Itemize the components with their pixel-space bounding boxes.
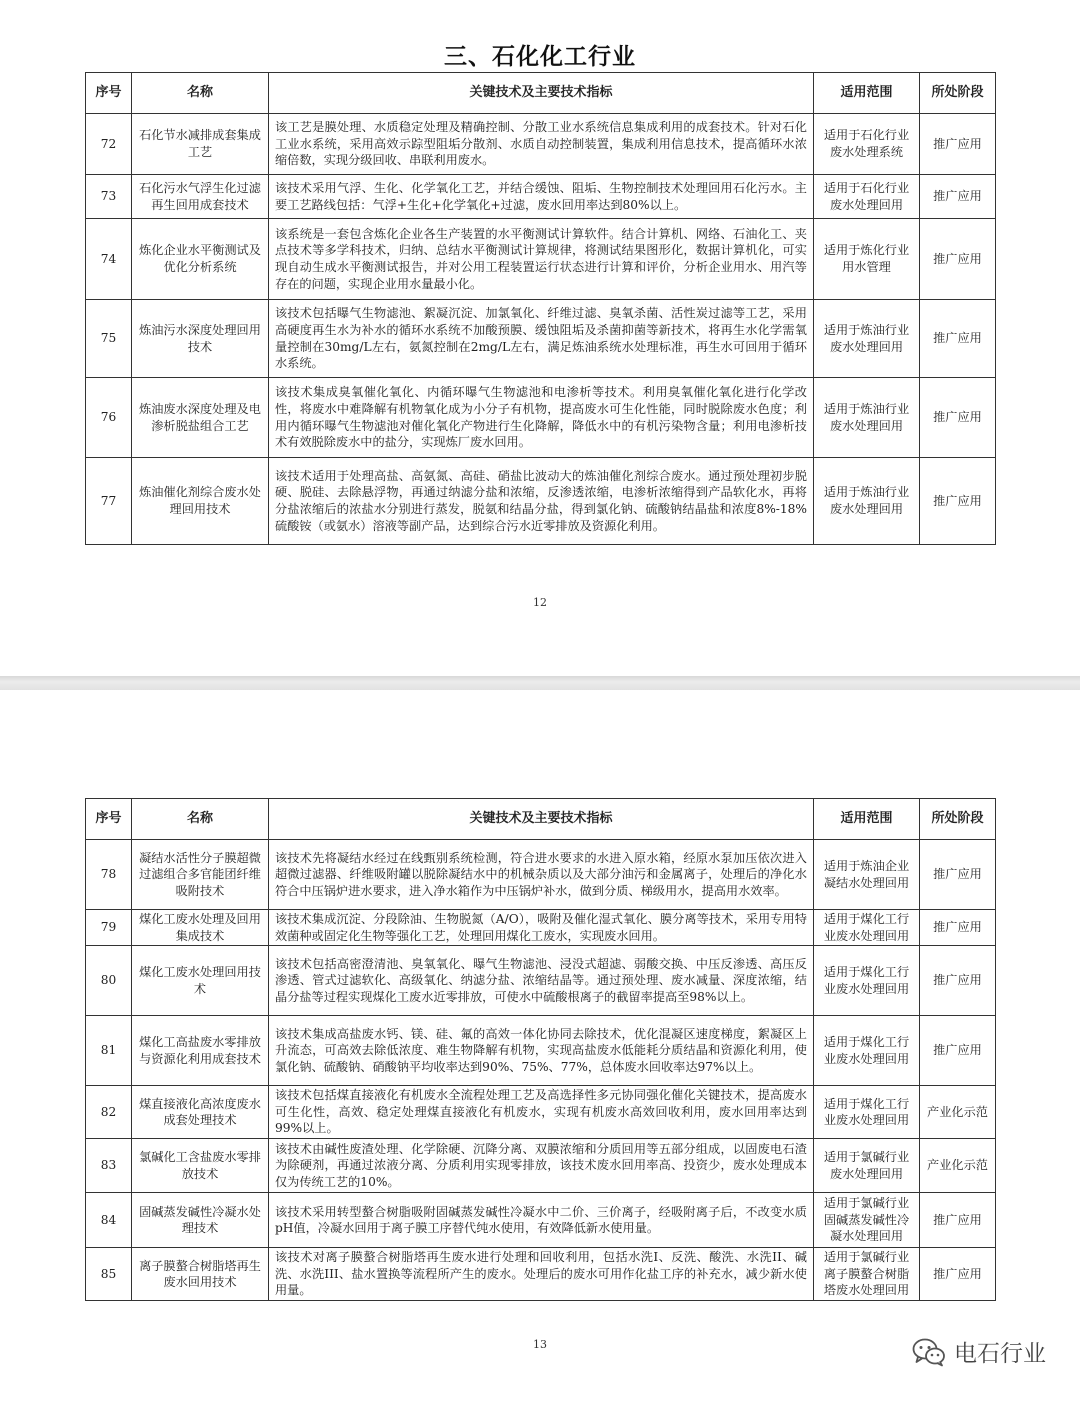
row-name: 炼油污水深度处理回用技术 [132, 300, 269, 378]
row-no: 82 [86, 1086, 132, 1139]
row-desc: 该系统是一套包含炼化企业各生产装置的水平衡测试计算软件。结合计算机、网络、石油化工、夹点技术等多学科技术，归纳、总结水平衡测试计算规律，将测试结果图形化，数据计算机化，可实现自动生成水平衡测试报告，并对公用工程装置运行状态进行计算和评价，分析企业用水、用汽等存在的问题，实现企业用水量最小化。 [269, 219, 814, 300]
row-stage: 推广应用 [920, 175, 996, 219]
table-row [86, 1193, 996, 1248]
page-number: 13 [533, 1338, 547, 1351]
row-stage: 产业化示范 [920, 1086, 996, 1139]
row-name: 石化节水减排成套集成工艺 [132, 114, 269, 175]
row-no: 75 [86, 300, 132, 378]
table-row [86, 219, 996, 300]
row-name: 氯碱化工含盐废水零排放技术 [132, 1139, 269, 1193]
row-stage: 推广应用 [920, 1248, 996, 1301]
row-name: 煤化工废水处理及回用集成技术 [132, 910, 269, 946]
section-title: 三、石化化工行业 [444, 44, 636, 70]
table-row [86, 300, 996, 378]
header-name: 名称 [132, 799, 269, 840]
technology-table [85, 798, 996, 1301]
row-stage: 推广应用 [920, 910, 996, 946]
row-desc: 该技术包括高密澄清池、臭氧氧化、曝气生物滤池、浸没式超滤、弱酸交换、中压反渗透、高压反渗透、管式过滤软化、高级氧化、纳滤分盐、浓缩结晶等。通过预处理、废水减量、深度浓缩，结晶分盐等过程实现煤化工废水近零排放，可使水中硫酸根离子的截留率提高至98%以上。 [269, 946, 814, 1016]
row-no: 83 [86, 1139, 132, 1193]
row-name: 煤直接液化高浓度废水成套处理技术 [132, 1086, 269, 1139]
row-no: 84 [86, 1193, 132, 1248]
row-stage: 推广应用 [920, 114, 996, 175]
table-row [86, 910, 996, 946]
row-no: 74 [86, 219, 132, 300]
row-desc: 该工艺是膜处理、水质稳定处理及精确控制、分散工业水系统信息集成利用的成套技术。针对石化工业水系统，采用高效示踪型阻垢分散剂、水质自动控制装置，集成利用信息技术，提高循环水浓缩倍数，实现分级回收、串联利用废水。 [269, 114, 814, 175]
row-stage: 推广应用 [920, 378, 996, 458]
row-stage: 推广应用 [920, 946, 996, 1016]
row-name: 离子膜螯合树脂塔再生废水回用技术 [132, 1248, 269, 1301]
row-scope: 适用于煤化工行业废水处理回用 [814, 946, 920, 1016]
row-name: 炼油废水深度处理及电渗析脱盐组合工艺 [132, 378, 269, 458]
row-no: 78 [86, 840, 132, 910]
row-desc: 该技术采用气浮、生化、化学氧化工艺，并结合缓蚀、阻垢、生物控制技术处理回用石化污水。主要工艺路线包括：气浮+生化+化学氧化+过滤，废水回用率达到80%以上。 [269, 175, 814, 219]
row-no: 80 [86, 946, 132, 1016]
row-no: 76 [86, 378, 132, 458]
row-scope: 适用于炼油企业凝结水处理回用 [814, 840, 920, 910]
row-stage: 推广应用 [920, 458, 996, 545]
row-desc: 该技术包括煤直接液化有机废水全流程处理工艺及高选择性多元协同强化催化关键技术，提高废水可生化性，高效、稳定处理煤直接液化有机废水，实现有机废水高效回收利用，废水回用率达到99%以上。 [269, 1086, 814, 1139]
row-name: 炼油催化剂综合废水处理回用技术 [132, 458, 269, 545]
document-page-12 [0, 0, 1080, 676]
table-row [86, 458, 996, 545]
row-name: 煤化工高盐废水零排放与资源化利用成套技术 [132, 1016, 269, 1086]
watermark [912, 1335, 1046, 1368]
table-row [86, 1248, 996, 1301]
row-scope: 适用于炼油行业废水处理回用 [814, 300, 920, 378]
row-desc: 该技术集成臭氧催化氧化、内循环曝气生物滤池和电渗析等技术。利用臭氧催化氧化进行化学改性，将废水中难降解有机物氧化成为小分子有机物，提高废水可生化性能，同时脱除废水色度；利用内循环曝气生物滤池对催化氧化产物进行生化降解，降低水中的有机污染物含量；利用电渗析技术有效脱除废水中的盐分，实现炼厂废水回用。 [269, 378, 814, 458]
row-stage: 推广应用 [920, 1193, 996, 1248]
table-row [86, 946, 996, 1016]
header-stage: 所处阶段 [920, 799, 996, 840]
row-no: 77 [86, 458, 132, 545]
row-scope: 适用于炼化行业用水管理 [814, 219, 920, 300]
table-row [86, 378, 996, 458]
table-row [86, 114, 996, 175]
row-scope: 适用于煤化工行业废水处理回用 [814, 1016, 920, 1086]
row-name: 石化污水气浮生化过滤再生回用成套技术 [132, 175, 269, 219]
row-scope: 适用于炼油行业废水处理回用 [814, 458, 920, 545]
header-scope: 适用范围 [814, 73, 920, 114]
row-scope: 适用于煤化工行业废水处理回用 [814, 1086, 920, 1139]
row-no: 73 [86, 175, 132, 219]
row-name: 煤化工废水处理回用技术 [132, 946, 269, 1016]
row-name: 炼化企业水平衡测试及优化分析系统 [132, 219, 269, 300]
row-desc: 该技术包括曝气生物滤池、絮凝沉淀、加氯氧化、纤维过滤、臭氧杀菌、活性炭过滤等工艺，采用高硬度再生水为补水的循环水系统不加酸预膜、缓蚀阻垢及杀菌抑菌等新技术，将再生水化学需氧量控制在30mg/L左右，氨氮控制在2mg/L左右，满足炼油系统水处理标准，再生水可回用于循环水系统。 [269, 300, 814, 378]
page-number: 12 [533, 596, 547, 609]
wechat-icon [912, 1337, 946, 1367]
table-row [86, 1016, 996, 1086]
header-no: 序号 [86, 73, 132, 114]
row-name: 凝结水活性分子膜超微过滤组合多官能团纤维吸附技术 [132, 840, 269, 910]
row-desc: 该技术先将凝结水经过在线甄别系统检测，符合进水要求的水进入原水箱，经原水泵加压依次进入超微过滤器、纤维吸附罐以脱除凝结水中的机械杂质以及大部分油污和金属离子，处理后的净化水符合中压锅炉进水要求，进入净水箱作为中压锅炉补水，做到分质、梯级用水，提高用水效率。 [269, 840, 814, 910]
row-no: 79 [86, 910, 132, 946]
header-stage: 所处阶段 [920, 73, 996, 114]
table-row [86, 175, 996, 219]
row-name: 固碱蒸发碱性冷凝水处理技术 [132, 1193, 269, 1248]
row-scope: 适用于石化行业废水处理回用 [814, 175, 920, 219]
row-desc: 该技术集成高盐废水钙、镁、硅、氟的高效一体化协同去除技术，优化混凝区速度梯度，絮凝区上升流态，可高效去除低浓度、难生物降解有机物，实现高盐废水低能耗分质结晶和资源化利用，使氯化钠、硫酸钠、硝酸钠平均收率达到90%、75%、77%，总体废水回收率达97%以上。 [269, 1016, 814, 1086]
row-no: 72 [86, 114, 132, 175]
row-desc: 该技术集成沉淀、分段除油、生物脱氮（A/O），吸附及催化湿式氧化、膜分离等技术，采用专用特效菌种或固定化生物等强化工艺，处理回用煤化工废水，实现废水回用。 [269, 910, 814, 946]
table-row [86, 840, 996, 910]
header-no: 序号 [86, 799, 132, 840]
row-desc: 该技术对离子膜螯合树脂塔再生废水进行处理和回收利用，包括水洗I、反洗、酸洗、水洗II、碱洗、水洗III、盐水置换等流程所产生的废水。处理后的废水可用作化盐工序的补充水，减少新水使用量。 [269, 1248, 814, 1301]
row-stage: 推广应用 [920, 300, 996, 378]
technology-table [85, 72, 996, 545]
row-scope: 适用于石化行业废水处理系统 [814, 114, 920, 175]
row-stage: 产业化示范 [920, 1139, 996, 1193]
row-scope: 适用于煤化工行业废水处理回用 [814, 910, 920, 946]
row-scope: 适用于炼油行业废水处理回用 [814, 378, 920, 458]
page-separator [0, 676, 1080, 690]
row-scope: 适用于氯碱行业离子膜螯合树脂塔废水处理回用 [814, 1248, 920, 1301]
table-header-row [86, 799, 996, 840]
row-no: 85 [86, 1248, 132, 1301]
header-desc: 关键技术及主要技术指标 [269, 799, 814, 840]
header-name: 名称 [132, 73, 269, 114]
header-scope: 适用范围 [814, 799, 920, 840]
document-page-13 [0, 690, 1080, 1414]
row-desc: 该技术适用于处理高盐、高氨氮、高硅、硝盐比波动大的炼油催化剂综合废水。通过预处理初步脱硬、脱硅、去除悬浮物，再通过纳滤分盐和浓缩，反渗透浓缩，电渗析浓缩得到产品软化水，再将分盐浓缩后的浓盐水分别进行蒸发，脱氨和结晶分盐，得到氯化钠、硫酸钠结晶盐和浓度8%-18%硫酸铵（或氨水）溶液等副产品，达到综合污水近零排放及资源化利用。 [269, 458, 814, 545]
table-header-row [86, 73, 996, 114]
row-stage: 推广应用 [920, 219, 996, 300]
row-desc: 该技术采用转型螯合树脂吸附固碱蒸发碱性冷凝水中二价、三价离子，经吸附离子后，不改变水质pH值，冷凝水回用于离子膜工序替代纯水使用，有效降低新水使用量。 [269, 1193, 814, 1248]
row-scope: 适用于氯碱行业废水处理回用 [814, 1139, 920, 1193]
watermark-text: 电石行业 [954, 1341, 1046, 1367]
row-stage: 推广应用 [920, 840, 996, 910]
row-no: 81 [86, 1016, 132, 1086]
table-row [86, 1086, 996, 1139]
header-desc: 关键技术及主要技术指标 [269, 73, 814, 114]
row-desc: 该技术由碱性废渣处理、化学除硬、沉降分离、双膜浓缩和分质回用等五部分组成，以固废电石渣为除硬剂，再通过浓液分离、分质利用实现零排放，该技术废水回用率高、投资少，废水处理成本仅为传统工艺的10%。 [269, 1139, 814, 1193]
row-stage: 推广应用 [920, 1016, 996, 1086]
table-row [86, 1139, 996, 1193]
row-scope: 适用于氯碱行业固碱蒸发碱性冷凝水处理回用 [814, 1193, 920, 1248]
